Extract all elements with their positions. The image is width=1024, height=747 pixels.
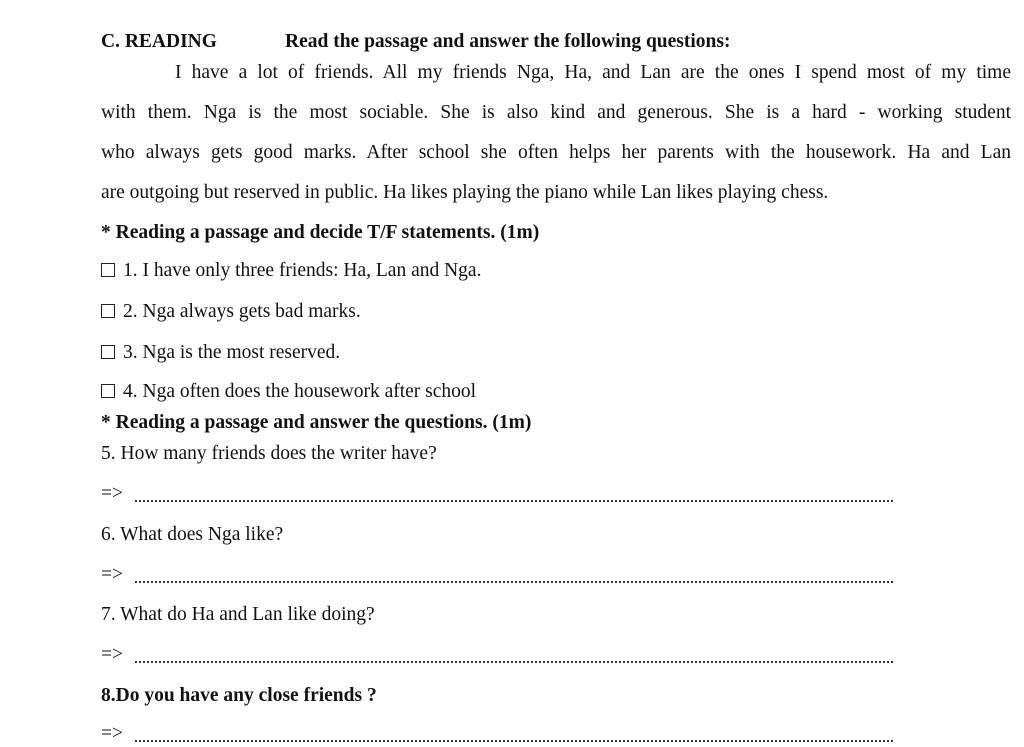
- passage-line: with them. Nga is the most sociable. She is also kind and generous. She is a hard - working student: [101, 102, 1011, 123]
- question-7: 7. What do Ha and Lan like doing?: [101, 604, 375, 625]
- answer-line-7[interactable]: [101, 643, 123, 667]
- tf-statement-text: 2. Nga always gets bad marks.: [123, 301, 361, 322]
- tf-statement: [101, 259, 481, 283]
- answer-prefix: =>: [101, 644, 123, 665]
- section-label: C. READING: [101, 31, 217, 52]
- tf-checkbox-2[interactable]: [101, 304, 115, 318]
- tf-statement: [101, 300, 361, 324]
- tf-statement: [101, 341, 340, 365]
- passage-line: I have a lot of friends. All my friends Nga, Ha, and Lan are the ones I spend most of my time: [175, 62, 1011, 83]
- dotted-answer-line: [135, 661, 893, 663]
- tf-statement-text: 4. Nga often does the housework after school: [123, 381, 477, 402]
- tf-checkbox-1[interactable]: [101, 263, 115, 277]
- tf-heading: * Reading a passage and decide T/F statements. (1m): [101, 222, 540, 243]
- tf-statement-text: 3. Nga is the most reserved.: [123, 342, 341, 363]
- tf-statement: [101, 380, 476, 404]
- tf-statement-text: 1. I have only three friends: Ha, Lan and Nga.: [123, 260, 482, 281]
- question-6: 6. What does Nga like?: [101, 524, 284, 545]
- section-instruction: Read the passage and answer the following questions:: [285, 31, 731, 52]
- answer-line-8[interactable]: [101, 722, 123, 746]
- dotted-answer-line: [135, 500, 893, 502]
- answer-prefix: =>: [101, 483, 123, 504]
- answer-line-5[interactable]: [101, 482, 123, 506]
- tf-checkbox-3[interactable]: [101, 345, 115, 359]
- dotted-answer-line: [135, 581, 893, 583]
- answer-prefix: =>: [101, 723, 123, 744]
- answer-line-6[interactable]: [101, 563, 123, 587]
- answer-prefix: =>: [101, 564, 123, 585]
- passage-line: who always gets good marks. After school she often helps her parents with the housework. Ha and Lan: [101, 142, 1011, 163]
- tf-checkbox-4[interactable]: [101, 384, 115, 398]
- worksheet-page: [101, 0, 1013, 747]
- passage-line: are outgoing but reserved in public. Ha likes playing the piano while Lan likes playing chess.: [101, 182, 829, 203]
- qa-heading: * Reading a passage and answer the questions. (1m): [101, 412, 532, 433]
- question-5: 5. How many friends does the writer have?: [101, 443, 437, 464]
- dotted-answer-line: [135, 740, 893, 742]
- question-8: 8.Do you have any close friends ?: [101, 685, 377, 706]
- section-heading: [101, 30, 730, 54]
